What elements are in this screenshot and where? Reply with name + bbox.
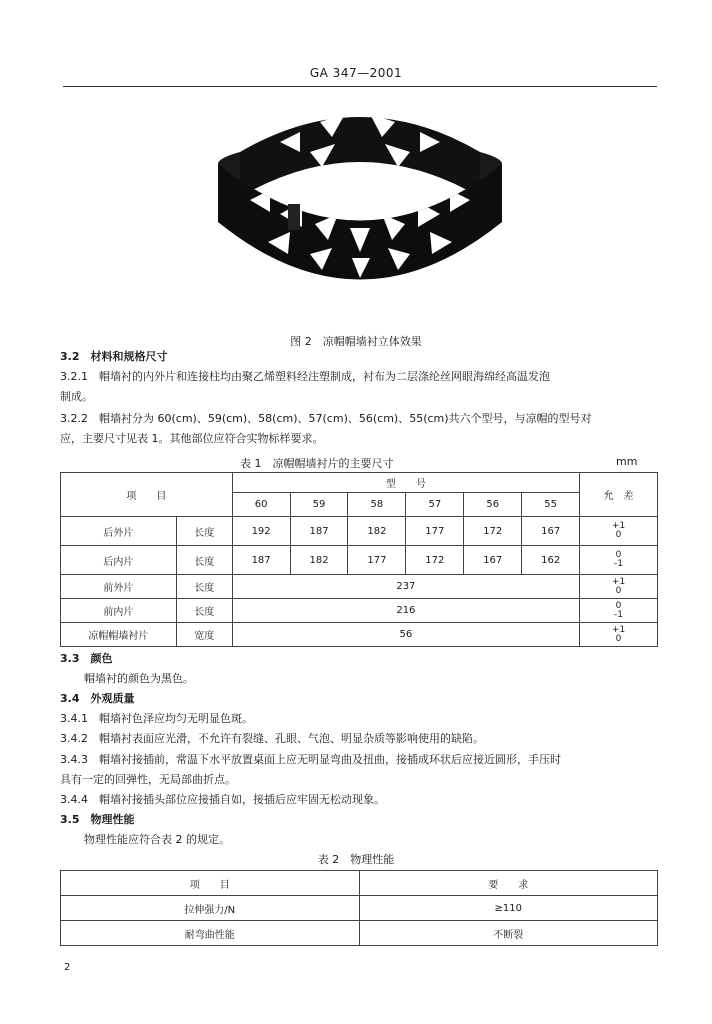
tolerance <box>580 599 658 623</box>
cell-value: 177 <box>348 546 406 575</box>
tolerance <box>580 575 658 599</box>
row-requirement: ≥110 <box>359 896 658 921</box>
tolerance-upper: 0 <box>615 600 622 611</box>
section-3-4-3-line2: 具有一定的回弹性，无局部曲折点。 <box>60 773 236 786</box>
tolerance-upper: +1 <box>611 624 626 635</box>
tolerance-lower: 0 <box>615 633 622 644</box>
section-3-4-2: 3.4.2 帽墙衬表面应光滑，不允许有裂缝、孔眼、气泡、明显杂质等影响使用的缺陷。 <box>60 732 484 745</box>
section-3-2-1-line1: 3.2.1 帽墙衬的内外片和连接柱均由聚乙烯塑料经注塑制成，衬布为二层涤纶丝网眼海绵经高温发泡 <box>60 370 550 383</box>
section-3-2-2-line1: 3.2.2 帽墙衬分为 60(cm)、59(cm)、58(cm)、57(cm)、56(cm)、55(cm)共六个型号，与凉帽的型号对 <box>60 412 592 425</box>
cell-value: 172 <box>464 517 522 546</box>
cell-value: 216 <box>232 599 579 623</box>
cell-value: 182 <box>348 517 406 546</box>
table2-header-item: 项 目 <box>61 871 360 896</box>
row-dimension: 长度 <box>176 546 232 575</box>
cell-value: 56 <box>232 623 579 647</box>
row-requirement: 不断裂 <box>359 921 658 946</box>
table-row <box>61 517 658 546</box>
cell-value: 182 <box>290 546 348 575</box>
table1-header-item: 项 目 <box>61 473 233 517</box>
cell-value: 177 <box>406 517 464 546</box>
table-row <box>61 546 658 575</box>
row-dimension: 宽度 <box>176 623 232 647</box>
model-58: 58 <box>348 493 406 517</box>
model-60: 60 <box>232 493 290 517</box>
row-dimension: 长度 <box>176 575 232 599</box>
hat-liner-figure <box>210 92 510 322</box>
table2-caption: 表 2 物理性能 <box>317 853 395 866</box>
tolerance <box>580 517 658 546</box>
section-3-4-3-line1: 3.4.3 帽墙衬接插前，常温下水平放置桌面上应无明显弯曲及扭曲，接插成环状后应接近圆形，手压时 <box>60 753 561 766</box>
cell-value: 167 <box>522 517 580 546</box>
row-dimension: 长度 <box>176 599 232 623</box>
tolerance <box>580 623 658 647</box>
table-row <box>61 623 658 647</box>
row-item: 凉帽帽墙衬片 <box>61 623 177 647</box>
cell-value: 187 <box>232 546 290 575</box>
table-row <box>61 921 658 946</box>
section-3-5-text: 物理性能应符合表 2 的规定。 <box>84 833 230 846</box>
section-3-2-1-line2: 制成。 <box>60 390 93 403</box>
row-item: 前内片 <box>61 599 177 623</box>
table1 <box>60 472 658 647</box>
row-dimension: 长度 <box>176 517 232 546</box>
tolerance-lower: 0 <box>615 585 622 596</box>
header-rule <box>63 86 657 87</box>
tolerance-lower: -1 <box>614 609 624 620</box>
row-item: 后外片 <box>61 517 177 546</box>
section-3-2-2-line2: 应，主要尺寸见表 1。其他部位应符合实物标样要求。 <box>60 432 324 445</box>
tolerance-upper: +1 <box>611 576 626 587</box>
table1-header-tolerance: 允 差 <box>580 473 658 517</box>
row-item: 后内片 <box>61 546 177 575</box>
section-3-5-heading: 3.5 物理性能 <box>60 813 135 826</box>
table2-header-requirement: 要 求 <box>359 871 658 896</box>
tolerance-upper: +1 <box>611 521 626 531</box>
document-code: GA 347—2001 <box>309 66 403 80</box>
tolerance <box>580 546 658 575</box>
cell-value: 187 <box>290 517 348 546</box>
section-3-4-1: 3.4.1 帽墙衬色泽应均匀无明显色斑。 <box>60 712 253 725</box>
figure-caption: 图 2 凉帽帽墙衬立体效果 <box>290 335 422 348</box>
model-59: 59 <box>290 493 348 517</box>
table1-unit: mm <box>616 455 638 468</box>
cell-value: 192 <box>232 517 290 546</box>
row-item: 耐弯曲性能 <box>61 921 360 946</box>
section-3-4-heading: 3.4 外观质量 <box>60 692 135 705</box>
table-row <box>61 575 658 599</box>
section-3-3-text: 帽墙衬的颜色为黑色。 <box>84 672 194 685</box>
section-3-3-heading: 3.3 颜色 <box>60 652 113 665</box>
tolerance-lower: 0 <box>615 530 622 540</box>
section-3-4-4: 3.4.4 帽墙衬接插头部位应接插自如，接插后应牢固无松动现象。 <box>60 793 385 806</box>
row-item: 拉伸强力/N <box>61 896 360 921</box>
section-3-2-heading: 3.2 材料和规格尺寸 <box>60 350 168 363</box>
table-row <box>61 599 658 623</box>
table2 <box>60 870 658 946</box>
page-number: 2 <box>64 962 71 973</box>
tolerance-lower: -1 <box>614 559 624 569</box>
cell-value: 167 <box>464 546 522 575</box>
cell-value: 162 <box>522 546 580 575</box>
tolerance-upper: 0 <box>615 550 622 560</box>
model-57: 57 <box>406 493 464 517</box>
model-55: 55 <box>522 493 580 517</box>
model-56: 56 <box>464 493 522 517</box>
cell-value: 237 <box>232 575 579 599</box>
row-item: 前外片 <box>61 575 177 599</box>
cell-value: 172 <box>406 546 464 575</box>
table-row <box>61 896 658 921</box>
table1-caption: 表 1 凉帽帽墙衬片的主要尺寸 <box>240 457 394 470</box>
table1-header-model: 型 号 <box>232 473 579 493</box>
